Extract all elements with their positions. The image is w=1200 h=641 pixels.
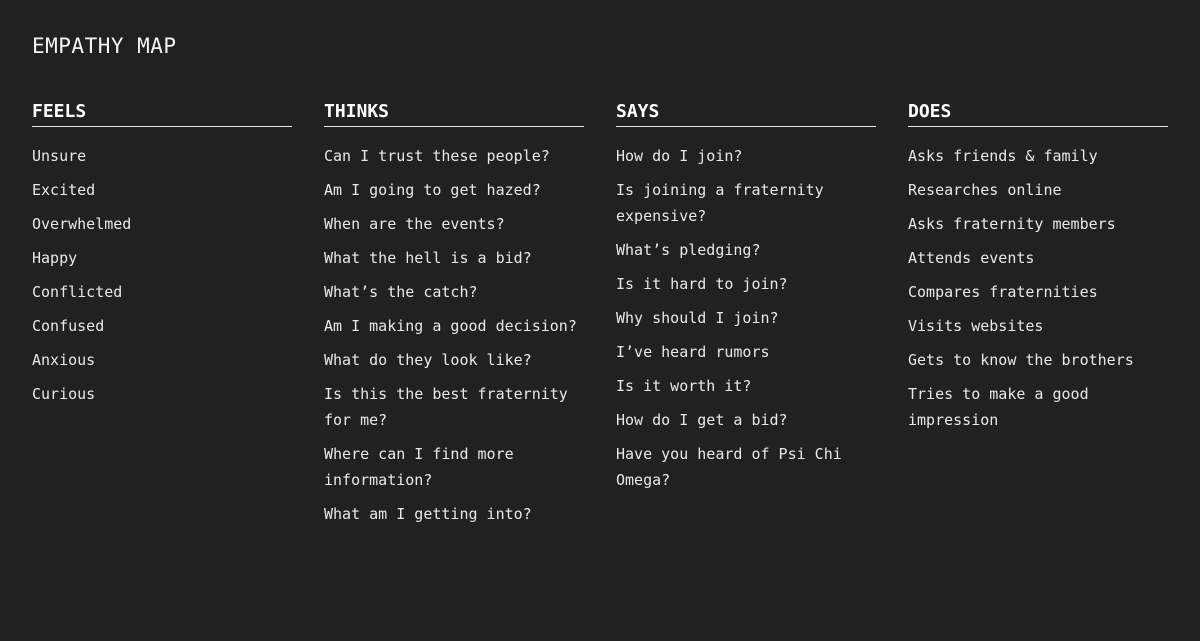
says-list bbox=[616, 143, 876, 493]
says-item: How do I join? bbox=[616, 147, 743, 165]
says-item: Have you heard of Psi Chi Omega? bbox=[616, 445, 842, 489]
column-feels bbox=[32, 98, 292, 535]
does-item: Visits websites bbox=[908, 317, 1044, 335]
does-item: Asks fraternity members bbox=[908, 215, 1116, 233]
does-list bbox=[908, 143, 1168, 433]
feels-item: Overwhelmed bbox=[32, 215, 132, 233]
thinks-item: When are the events? bbox=[324, 215, 505, 233]
thinks-item: Am I making a good decision? bbox=[324, 317, 577, 335]
says-item: Is it worth it? bbox=[616, 377, 752, 395]
says-item: Is it hard to join? bbox=[616, 275, 788, 293]
column-heading-thinks: THINKS bbox=[324, 98, 584, 127]
does-item: Gets to know the brothers bbox=[908, 351, 1134, 369]
says-item: What’s pledging? bbox=[616, 241, 761, 259]
does-item: Asks friends & family bbox=[908, 147, 1098, 165]
does-item: Attends events bbox=[908, 249, 1035, 267]
thinks-item: What am I getting into? bbox=[324, 505, 532, 523]
feels-item: Curious bbox=[32, 385, 96, 403]
page-title: EMPATHY MAP bbox=[32, 34, 177, 58]
thinks-item: Can I trust these people? bbox=[324, 147, 550, 165]
empathy-map-columns bbox=[32, 98, 1168, 535]
does-item: Researches online bbox=[908, 181, 1062, 199]
thinks-item: What the hell is a bid? bbox=[324, 249, 532, 267]
feels-item: Happy bbox=[32, 249, 78, 267]
column-heading-does: DOES bbox=[908, 98, 1168, 127]
says-item: Is joining a fraternity expensive? bbox=[616, 181, 824, 225]
feels-item: Anxious bbox=[32, 351, 96, 369]
feels-list bbox=[32, 143, 292, 407]
says-item: Why should I join? bbox=[616, 309, 779, 327]
thinks-item: What do they look like? bbox=[324, 351, 532, 369]
feels-item: Confused bbox=[32, 317, 105, 335]
column-says bbox=[616, 98, 876, 535]
thinks-item: Is this the best fraternity for me? bbox=[324, 385, 568, 429]
thinks-item: Am I going to get hazed? bbox=[324, 181, 541, 199]
thinks-item: Where can I find more information? bbox=[324, 445, 514, 489]
does-item: Compares fraternities bbox=[908, 283, 1098, 301]
does-item: Tries to make a good impression bbox=[908, 385, 1089, 429]
column-thinks bbox=[324, 98, 584, 535]
thinks-list bbox=[324, 143, 584, 527]
feels-item: Excited bbox=[32, 181, 96, 199]
thinks-item: What’s the catch? bbox=[324, 283, 478, 301]
column-heading-feels: FEELS bbox=[32, 98, 292, 127]
column-does bbox=[908, 98, 1168, 535]
feels-item: Conflicted bbox=[32, 283, 123, 301]
column-heading-says: SAYS bbox=[616, 98, 876, 127]
says-item: I’ve heard rumors bbox=[616, 343, 770, 361]
says-item: How do I get a bid? bbox=[616, 411, 788, 429]
feels-item: Unsure bbox=[32, 147, 87, 165]
